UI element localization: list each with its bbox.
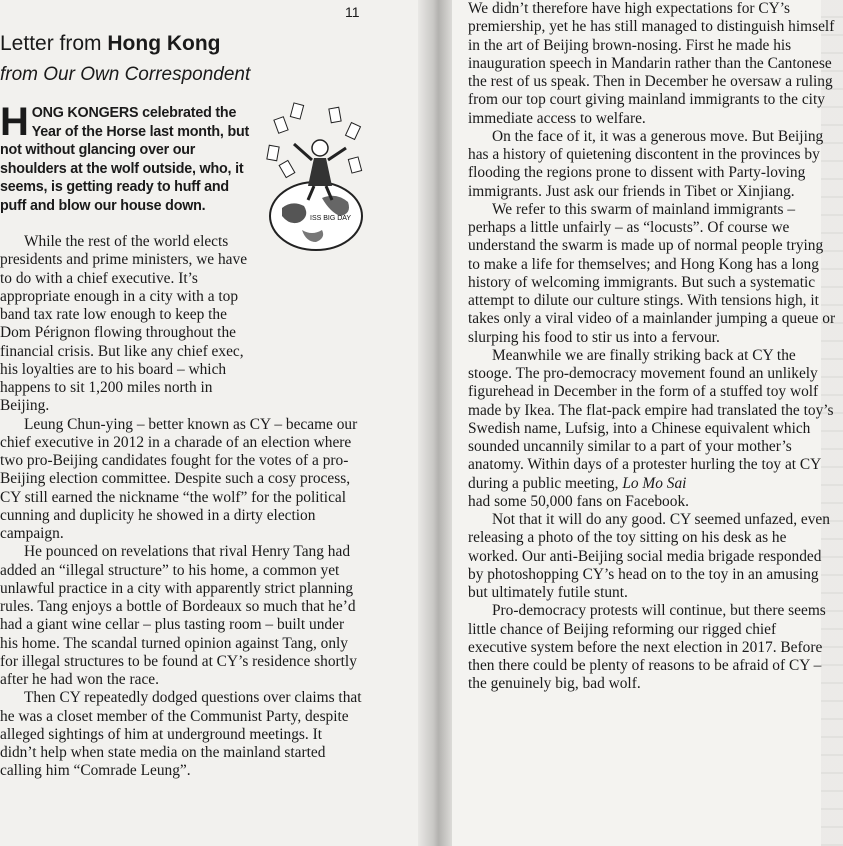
title-prefix: Letter from [0, 32, 108, 55]
paragraph: On the face of it, it was a generous move. But Beijing has a history of quietening discontent in the provinces by flooding the regions prone to dissent with Party-loving immigrants. Just ask our friends in Tibet or Xinjiang. [468, 127, 824, 200]
paragraph: Pro-democracy protests will continue, but there seems little chance of Beijing reforming our rigged chief executive system before the next election in 2017. Before then there could be plenty of reasons to be afraid of CY – the genuinely big, bad wolf. [468, 602, 826, 693]
right-column-body [468, 0, 838, 694]
paragraph: Leung Chun-ying – better known as CY – became our chief executive in 2012 in a charade of an election where two pro-Beijing candidates fought for the votes of a pro-Beijing election committee. Despite such a cosy process, CY still earned the nickname “the wolf” for the political cunning and duplicity he showed in a dirty election campaign. [0, 415, 358, 542]
column-title [0, 32, 221, 56]
title-bold: Hong Kong [107, 32, 221, 55]
lead-text: ONG KONGERS celebrated the Year of the Horse last month, but not without glancing over our shoulders at the wolf outside, who, it seems, is getting ready to huff and puff and blow our house down. [0, 105, 250, 214]
paragraph: Then CY repeatedly dodged questions over claims that he was a closet member of the Communist Party, despite alleged sightings of him at underground meetings. It didn’t help when state media on the mainland started calling him “Comrade Leung”. [0, 689, 362, 780]
paragraph: We didn’t therefore have high expectations for CY’s premiership, yet he has still managed to distinguish himself in the art of Beijing brown-nosing. First he made his inauguration speech in Mandarin rather than the Cantonese the rest of us speak. Then in December he oversaw a ruling from our top court giving mainland immigrants to the city immediate access to welfare. [468, 0, 835, 127]
book-gutter [418, 0, 452, 846]
drop-cap: H [0, 100, 29, 144]
page-number: 11 [345, 4, 360, 20]
illustration-caption: ISS BIG DAY [310, 215, 352, 222]
right-page [452, 0, 843, 846]
paragraph [468, 347, 838, 511]
left-column-body [0, 233, 362, 781]
left-page [0, 0, 418, 846]
paragraph: We refer to this swarm of mainland immigrants – perhaps a little unfairly – as “locusts”. Of course we understand the swarm is made up of normal people trying to make a life for themselves; and Hong Kong has a long history of welcoming immigrants. But such a systematic attempt to dilute our culture stings. With tensions high, it takes only a viral video of a mainlander jumping a queue or slurping his food to stir us into a fervour. [468, 200, 836, 346]
paragraph: Not that it will do any good. CY seemed unfazed, even releasing a photo of the toy sitting on his desk as he worked. Our anti-Beijing social media brigade responded by photoshopping CY’s head on to the toy in an amusing but ultimately futile stunt. [468, 511, 830, 601]
column-subtitle: from Our Own Correspondent [0, 64, 251, 85]
italic-name: Lo Mo Sai [622, 474, 687, 492]
paragraph: While the rest of the world elects presidents and prime ministers, we have to do with a chief executive. It’s appropriate enough in a city with a top band tax rate low enough to keep the Dom Pérignon flowing throughout the financial crisis. But like any chief exec, his loyalties are to his board – which happens to sit 1,200 miles north in Beijing. [0, 233, 248, 415]
paragraph-tail: had some 50,000 fans on Facebook. [468, 492, 689, 510]
paragraph-text: Meanwhile we are finally striking back at CY the stooge. The pro-democracy movement found an unlikely figurehead in December in the form of a stuffed toy wolf made by Ikea. The flat-pack empire had translated the toy’s Swedish name, Lufsig, into a Chinese equivalent which sounded uncannily similar to a part of your mother’s anatomy. Within days of a protester hurling the toy at CY during a public meeting, [468, 346, 834, 492]
paragraph: He pounced on revelations that rival Henry Tang had added an “illegal structure” to his home, a common yet unlawful practice in a city with apparently strict planning rules. Tang enjoys a bottle of Bordeaux so much that he’d had a giant wine cellar – plus tasting room – built under his home. The scandal turned opinion against Tang, only for illegal structures to be found at CY’s residence shortly after he had won the race. [0, 543, 357, 688]
lead-paragraph [0, 100, 255, 215]
